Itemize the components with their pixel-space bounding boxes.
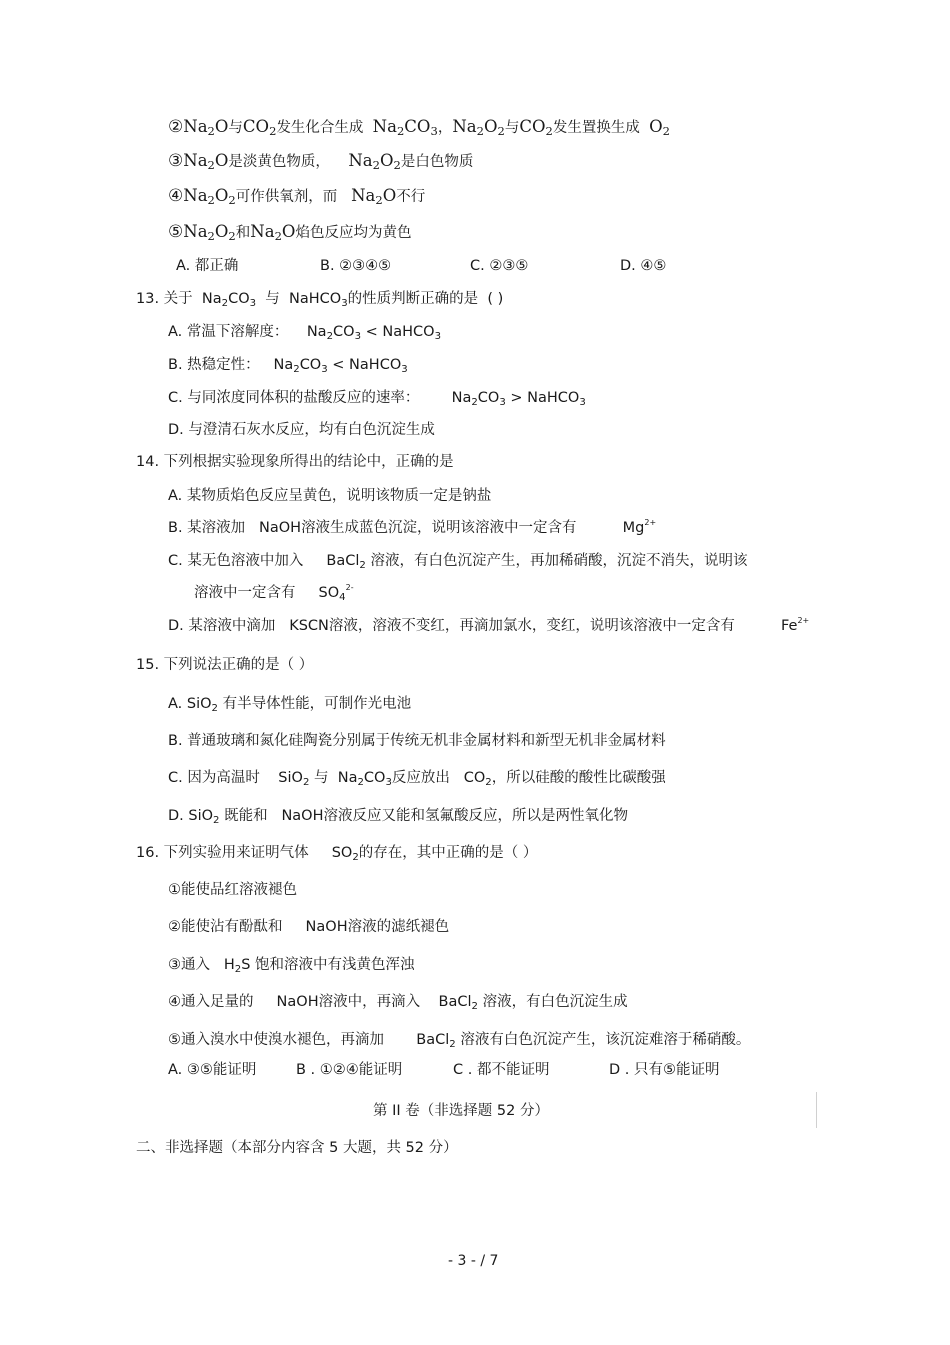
q13-option-b: B. 热稳定性： $Na_2CO_3$ < NaHCO$_3$: [168, 357, 408, 375]
q16-item-1: ①能使品红溶液褪色: [168, 882, 297, 898]
q14-option-c-continued: 溶液中一定含有 $SO_4^{2-}$: [194, 583, 354, 603]
q13-option-d: D. 与澄清石灰水反应，均有白色沉淀生成: [168, 422, 435, 438]
q16-item-2: ②能使沾有酚酞和 NaOH溶液的滤纸褪色: [168, 919, 450, 935]
q15-option-a: A. SiO$_2$ 有半导体性能，可制作光电池: [168, 696, 412, 714]
page-number: - 3 - / 7: [448, 1253, 499, 1269]
q16-option-c: C . 都不能证明: [453, 1062, 550, 1078]
q13-stem: 13. 关于 $Na_2CO_3$ 与 NaHCO$_3$的性质判断正确的是 ( ): [136, 291, 504, 309]
q16-option-a: A. ③⑤能证明: [168, 1062, 257, 1078]
q14-option-b: B. 某溶液加 NaOH溶液生成蓝色沉淀，说明该溶液中一定含有 $Mg^{2+}$: [168, 518, 657, 536]
q16-item-5: ⑤通入溴水中使溴水褪色，再滴加 BaCl$_2$ 溶液有白色沉淀产生，该沉淀难溶于稀硝酸。: [168, 1032, 751, 1050]
q13-option-a: A. 常温下溶解度： $Na_2CO_3$ < NaHCO$_3$: [168, 324, 442, 342]
q16-item-3: ③通入 $H_2S$ 饱和溶液中有浅黄色浑浊: [168, 957, 415, 975]
q15-option-c: C. 因为高温时 SiO$_2$ 与 $Na_2CO_3$反应放出 $CO_2$，所以硅酸的酸性比碳酸强: [168, 770, 666, 788]
q16-option-d: D . 只有⑤能证明: [609, 1062, 720, 1078]
q15-option-b: B. 普通玻璃和氮化硅陶瓷分别属于传统无机非金属材料和新型无机非金属材料: [168, 733, 666, 749]
q12-option-a: A. 都正确: [176, 258, 239, 274]
q12-statement-4: $④Na_2O_2$可作供氧剂，而 $Na_2O$不行: [168, 186, 426, 207]
q14-option-d: D. 某溶液中滴加 KSCN溶液，溶液不变红，再滴加氯水，变红，说明该溶液中一定含有 $Fe^{2+}$: [168, 616, 810, 634]
q12-statement-5: $⑤Na_2O_2$和$Na_2O$焰色反应均为黄色: [168, 222, 412, 243]
q16-stem: 16. 下列实验用来证明气体 $SO_2$的存在，其中正确的是（ ）: [136, 845, 538, 863]
q12-option-c: C. ②③⑤: [470, 258, 529, 274]
q12-option-b: B. ②③④⑤: [320, 258, 392, 274]
q14-option-c: C. 某无色溶液中加入 BaCl$_2$ 溶液，有白色沉淀产生，再加稀硝酸，沉淀不消失，说明该: [168, 553, 748, 571]
q16-option-b: B . ①②④能证明: [296, 1062, 403, 1078]
q13-option-c: C. 与同浓度同体积的盐酸反应的速率： $Na_2CO_3$ > NaHCO$_3$: [168, 390, 586, 408]
q15-option-d: D. SiO$_2$ 既能和 NaOH溶液反应又能和氢氟酸反应，所以是两性氧化物: [168, 808, 628, 826]
section-ii-title: 第 II 卷（非选择题 52 分）: [373, 1103, 549, 1119]
q16-item-4: ④通入足量的 NaOH溶液中，再滴入 BaCl$_2$ 溶液，有白色沉淀生成: [168, 994, 628, 1012]
q15-stem: 15. 下列说法正确的是（ ）: [136, 657, 314, 673]
section-ii-heading: 二、非选择题（本部分内容含 5 大题，共 52 分）: [136, 1140, 458, 1156]
q14-option-a: A. 某物质焰色反应呈黄色，说明该物质一定是钠盐: [168, 488, 492, 504]
margin-rule: [816, 1092, 817, 1128]
q12-statement-2: $②Na_2O$与$CO_2$发生化合生成 $Na_2CO_3$，$Na_2O_2$与$CO_2$发生置换生成 $O_2$: [168, 117, 670, 138]
q14-stem: 14. 下列根据实验现象所得出的结论中，正确的是: [136, 454, 454, 470]
q12-statement-3: $③Na_2O$是淡黄色物质， $Na_2O_2$是白色物质: [168, 151, 474, 172]
q12-option-d: D. ④⑤: [620, 258, 667, 274]
